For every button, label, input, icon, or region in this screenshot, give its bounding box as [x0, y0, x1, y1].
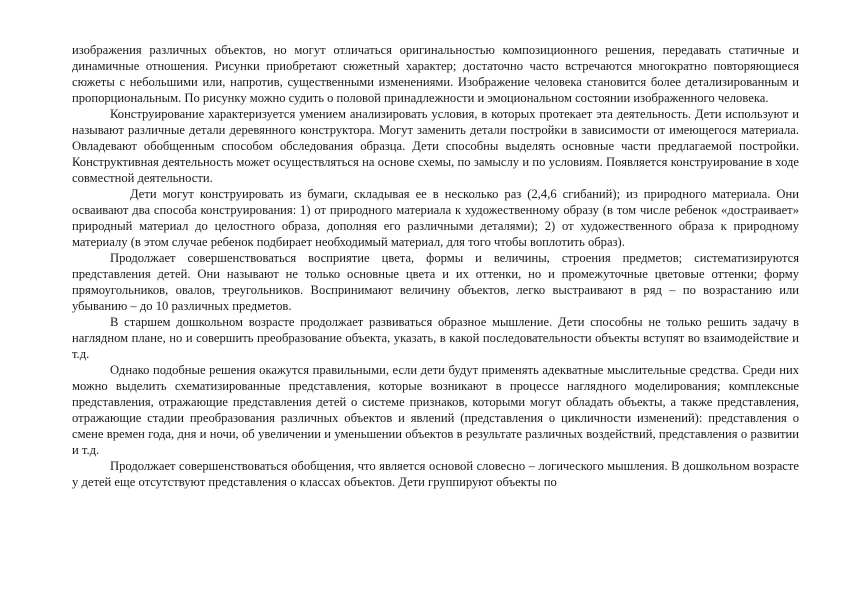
document-page — [72, 42, 799, 490]
paragraph-perception: Продолжает совершенствоваться восприятие цвета, формы и величины, строения предметов; систематизируются представления детей. Они называют не только основные цвета и их оттенки, но и промежуточные цветовые оттенки; форму прямоугольников, овалов, треугольников. Воспринимают величину объектов, легко выстраивают в ряд – по возрастанию или убыванию – до 10 различных предметов. — [72, 251, 799, 313]
paragraph-construction: Конструирование характеризуется умением анализировать условия, в которых протекает эта деятельность. Дети используют и называют различные детали деревянного конструктора. Могут заменить детали постройки в зависимости от имеющегося материала. Овладевают обобщенным способом обследования образца. Дети способны выделять основные части предлагаемой постройки. Конструктивная деятельность может осуществляться на основе схемы, по замыслу и по условиям. Появляется конструирование в ходе совместной деятельности. — [72, 107, 799, 185]
paragraph-generalization: Продолжает совершенствоваться обобщения, что является основой словесно – логического мышления. В дошкольном возрасте у детей еще отсутствуют представления о классах объектов. Дети группируют объекты по — [72, 459, 799, 489]
paragraph-imaginative-thinking: В старшем дошкольном возрасте продолжает развиваться образное мышление. Дети способны не только решить задачу в наглядном плане, но и совершить преобразование объекта, указать, в какой последовательности объекты вступят во взаимодействие и т.д. — [72, 315, 799, 361]
paragraph-paper-construction: Дети могут конструировать из бумаги, складывая ее в несколько раз (2,4,6 сгибаний); из природного материала. Они осваивают два способа конструирования: 1) от природного материала к художественному образу (в том числе ребенок «достраивает» природный материал до целостного образа, дополняя его различными деталями); 2) от художественного образа к природному материалу (в этом случае ребенок подбирает необходимый материал, для того чтобы воплотить образ). — [72, 187, 799, 249]
paragraph-mental-means: Однако подобные решения окажутся правильными, если дети будут применять адекватные мыслительные средства. Среди них можно выделить схематизированные представления, которые возникают в процессе наглядного моделирования; комплексные представления, отражающие представления детей о системе признаков, которыми могут обладать объекты, а также представления, отражающие стадии преобразования различных объектов и явлений (представления о цикличности изменений): представления о смене времен года, дня и ночи, об увеличении и уменьшении объектов в результате различных воздействий, представления о развитии и т.д. — [72, 363, 799, 457]
paragraph-drawing: изображения различных объектов, но могут отличаться оригинальностью композиционного решения, передавать статичные и динамичные отношения. Рисунки приобретают сюжетный характер; достаточно часто встречаются многократно повторяющиеся сюжеты с небольшими или, напротив, существенными изменениями. Изображение человека становится более детализированным и пропорциональным. По рисунку можно судить о половой принадлежности и эмоциональном состоянии изображенного человека. — [72, 43, 799, 105]
